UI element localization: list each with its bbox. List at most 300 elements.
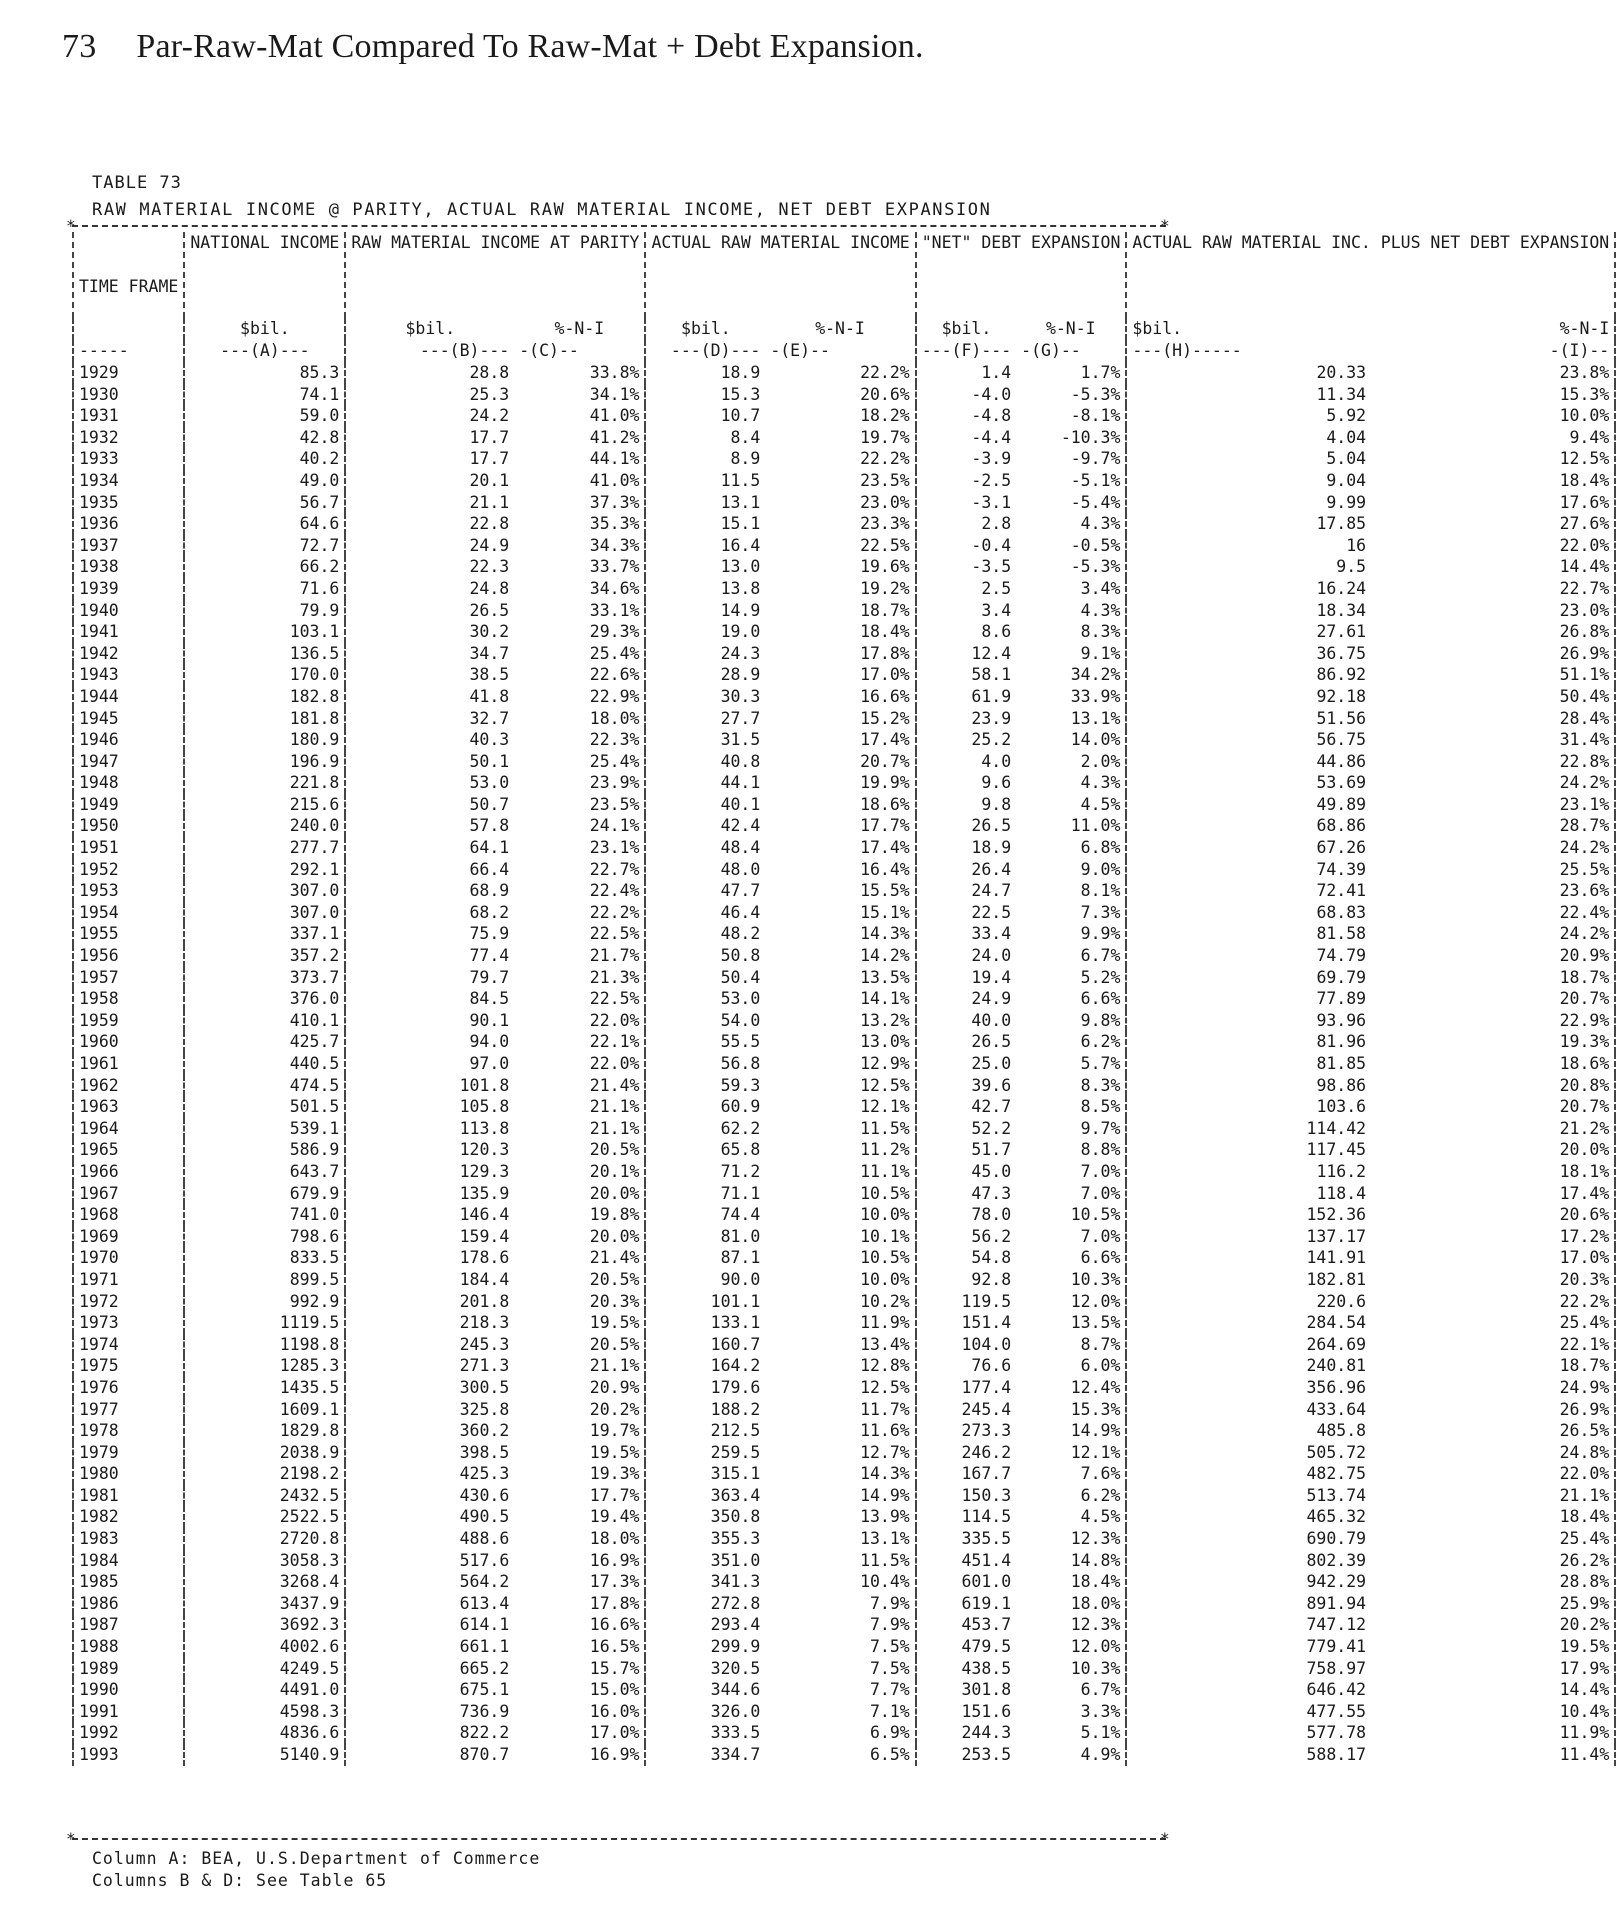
cell-net-debt-pct: 6.0%: [1080, 1356, 1121, 1376]
cell-net-debt-pct: 5.2%: [1080, 967, 1121, 987]
cell-net-debt-pct: 4.3%: [1080, 514, 1121, 534]
cell-parity-pct: 21.4%: [589, 1075, 640, 1095]
cell-net-debt-pct: 4.5%: [1080, 1507, 1121, 1527]
cell-parity-income: 24.2: [345, 405, 514, 427]
cell-actual-plus-debt-pct: 19.3%: [1371, 1031, 1615, 1053]
cell-parity-income: 613.4: [345, 1593, 514, 1615]
cell-actual-pct: 7.7%: [869, 1680, 910, 1700]
cell-parity-pct: 20.3%: [589, 1291, 640, 1311]
table-row: [73, 1636, 1615, 1658]
table-row: [73, 708, 1615, 730]
cell-year: 1942: [73, 643, 184, 665]
table-row: [73, 578, 1615, 600]
cell-year: 1948: [73, 772, 184, 794]
cell-actual-plus-debt: 20.33: [1126, 362, 1371, 384]
cell-parity-pct: 44.1%: [589, 449, 640, 469]
cell-parity-income: 675.1: [345, 1679, 514, 1701]
cell-actual-plus-debt-pct: 23.8%: [1371, 362, 1615, 384]
cell-actual-pct: 7.9%: [869, 1615, 910, 1635]
cell-year: 1960: [73, 1031, 184, 1053]
cell-actual-income: 212.5: [645, 1420, 765, 1442]
cell-actual-pct: 12.5%: [860, 1075, 910, 1095]
cell-year: 1941: [73, 621, 184, 643]
cell-net-debt: 26.5: [916, 1031, 1016, 1053]
table-row: [73, 1550, 1615, 1572]
cell-actual-plus-debt-pct: 9.4%: [1371, 427, 1615, 449]
cell-actual-plus-debt-pct: 20.8%: [1371, 1075, 1615, 1097]
cell-national-income: 103.1: [184, 621, 345, 643]
cell-parity-income: 870.7: [345, 1744, 514, 1766]
cell-parity-income: 430.6: [345, 1485, 514, 1507]
table-header: [73, 232, 1615, 362]
cell-net-debt: 167.7: [916, 1463, 1016, 1485]
cell-actual-plus-debt: 36.75: [1126, 643, 1371, 665]
cell-net-debt: 42.7: [916, 1096, 1016, 1118]
cell-actual-plus-debt-pct: 51.1%: [1371, 664, 1615, 686]
cell-parity-pct: 19.3%: [589, 1464, 640, 1484]
cell-actual-plus-debt-pct: 26.8%: [1371, 621, 1615, 643]
cell-parity-income: 398.5: [345, 1442, 514, 1464]
cell-net-debt: -4.0: [916, 384, 1016, 406]
cell-net-debt-pct: 12.4%: [1070, 1377, 1121, 1397]
cell-actual-plus-debt-pct: 22.2%: [1371, 1291, 1615, 1313]
cell-actual-plus-debt: 53.69: [1126, 772, 1371, 794]
cell-actual-income: 320.5: [645, 1658, 765, 1680]
cell-parity-pct: 15.7%: [589, 1658, 640, 1678]
cell-parity-pct: 18.0%: [589, 1529, 640, 1549]
cell-parity-income: 101.8: [345, 1075, 514, 1097]
cell-national-income: 4491.0: [184, 1679, 345, 1701]
cell-parity-pct: 17.3%: [589, 1572, 640, 1592]
cell-parity-pct: 20.1%: [589, 1161, 640, 1181]
cell-actual-income: 28.9: [645, 664, 765, 686]
cell-net-debt-pct: 12.0%: [1070, 1291, 1121, 1311]
cell-parity-pct: 23.1%: [589, 838, 640, 858]
cell-actual-plus-debt: 433.64: [1126, 1399, 1371, 1421]
table-row: [73, 664, 1615, 686]
cell-national-income: 240.0: [184, 815, 345, 837]
cell-actual-plus-debt-pct: 20.7%: [1371, 988, 1615, 1010]
cell-actual-plus-debt: 98.86: [1126, 1075, 1371, 1097]
cell-actual-plus-debt-pct: 22.4%: [1371, 902, 1615, 924]
cell-net-debt-pct: 6.2%: [1080, 1032, 1121, 1052]
cell-net-debt: 39.6: [916, 1075, 1016, 1097]
cell-actual-pct: 19.2%: [860, 578, 910, 598]
cell-parity-income: 21.1: [345, 492, 514, 514]
cell-actual-income: 90.0: [645, 1269, 765, 1291]
cell-year: 1959: [73, 1010, 184, 1032]
cell-actual-income: 42.4: [645, 815, 765, 837]
cell-parity-income: 22.8: [345, 513, 514, 535]
table-row: [73, 1744, 1615, 1766]
cell-actual-plus-debt: 942.29: [1126, 1571, 1371, 1593]
cell-national-income: 2198.2: [184, 1463, 345, 1485]
cell-parity-pct: 21.7%: [589, 946, 640, 966]
cell-net-debt: 47.3: [916, 1183, 1016, 1205]
cell-actual-plus-debt: 465.32: [1126, 1506, 1371, 1528]
cell-parity-income: 68.9: [345, 880, 514, 902]
table-row: [73, 772, 1615, 794]
cell-net-debt-pct: 12.3%: [1070, 1529, 1121, 1549]
cell-actual-plus-debt: 68.86: [1126, 815, 1371, 837]
cell-year: 1951: [73, 837, 184, 859]
cell-actual-plus-debt: 588.17: [1126, 1744, 1371, 1766]
cell-actual-plus-debt: 758.97: [1126, 1658, 1371, 1680]
cell-actual-plus-debt: 16: [1126, 535, 1371, 557]
cell-national-income: 357.2: [184, 945, 345, 967]
cell-national-income: 2522.5: [184, 1506, 345, 1528]
cell-parity-income: 300.5: [345, 1377, 514, 1399]
cell-actual-plus-debt: 49.89: [1126, 794, 1371, 816]
cell-national-income: 4002.6: [184, 1636, 345, 1658]
cell-net-debt-pct: 12.1%: [1070, 1442, 1121, 1462]
cell-actual-income: 62.2: [645, 1118, 765, 1140]
cell-actual-plus-debt-pct: 14.4%: [1371, 556, 1615, 578]
cell-net-debt: 253.5: [916, 1744, 1016, 1766]
cell-actual-plus-debt: 16.24: [1126, 578, 1371, 600]
cell-actual-plus-debt-pct: 26.5%: [1371, 1420, 1615, 1442]
table-row: [73, 1442, 1615, 1464]
cell-parity-pct: 33.1%: [589, 600, 640, 620]
cell-national-income: 74.1: [184, 384, 345, 406]
cell-parity-pct: 17.0%: [589, 1723, 640, 1743]
header-net-debt: "NET" DEBT EXPANSION: [916, 232, 1127, 318]
cell-actual-income: 259.5: [645, 1442, 765, 1464]
cell-parity-pct: 16.9%: [589, 1745, 640, 1764]
cell-parity-pct: 21.4%: [589, 1248, 640, 1268]
table-row: [73, 1204, 1615, 1226]
cell-parity-pct: 41.2%: [589, 427, 640, 447]
cell-actual-income: 188.2: [645, 1399, 765, 1421]
cell-net-debt: -2.5: [916, 470, 1016, 492]
cell-net-debt-pct: -9.7%: [1070, 449, 1121, 469]
cell-actual-income: 11.5: [645, 470, 765, 492]
cell-national-income: 1285.3: [184, 1355, 345, 1377]
cell-actual-plus-debt-pct: 17.2%: [1371, 1226, 1615, 1248]
cell-parity-pct: 21.3%: [589, 967, 640, 987]
table-row: [73, 1139, 1615, 1161]
cell-national-income: 899.5: [184, 1269, 345, 1291]
table-row: [73, 492, 1615, 514]
cell-parity-income: 38.5: [345, 664, 514, 686]
cell-year: 1944: [73, 686, 184, 708]
cell-actual-plus-debt: 67.26: [1126, 837, 1371, 859]
cell-year: 1967: [73, 1183, 184, 1205]
cell-actual-income: 299.9: [645, 1636, 765, 1658]
cell-national-income: 833.5: [184, 1247, 345, 1269]
corner-star-left-bottom: *: [66, 1829, 76, 1848]
cell-year: 1968: [73, 1204, 184, 1226]
cell-year: 1965: [73, 1139, 184, 1161]
cell-actual-plus-debt-pct: 21.1%: [1371, 1485, 1615, 1507]
cell-actual-plus-debt-pct: 11.9%: [1371, 1722, 1615, 1744]
cell-year: 1955: [73, 923, 184, 945]
header-raw-material-parity: RAW MATERIAL INCOME AT PARITY: [345, 232, 645, 318]
cell-actual-plus-debt-pct: 18.7%: [1371, 1355, 1615, 1377]
cell-actual-plus-debt-pct: 21.2%: [1371, 1118, 1615, 1140]
cell-parity-pct: 21.1%: [589, 1097, 640, 1117]
cell-net-debt-pct: 9.8%: [1080, 1010, 1121, 1030]
table-row: [73, 1010, 1615, 1032]
cell-net-debt: 24.0: [916, 945, 1016, 967]
col-letter-f: ---(F)---: [916, 340, 1016, 362]
cell-actual-pct: 12.9%: [860, 1054, 910, 1073]
cell-actual-income: 363.4: [645, 1485, 765, 1507]
cell-actual-plus-debt-pct: 24.2%: [1371, 837, 1615, 859]
cell-actual-plus-debt: 646.42: [1126, 1679, 1371, 1701]
cell-parity-income: 146.4: [345, 1204, 514, 1226]
cell-actual-plus-debt-pct: 28.4%: [1371, 708, 1615, 730]
cell-national-income: 643.7: [184, 1161, 345, 1183]
cell-net-debt-pct: 5.1%: [1080, 1723, 1121, 1743]
cell-actual-pct: 15.5%: [860, 881, 910, 901]
cell-national-income: 292.1: [184, 859, 345, 881]
cell-actual-pct: 14.9%: [860, 1485, 910, 1505]
cell-actual-pct: 10.5%: [860, 1183, 910, 1203]
table-row: [73, 859, 1615, 881]
cell-year: 1935: [73, 492, 184, 514]
corner-star-left-top: *: [66, 216, 76, 235]
cell-actual-income: 55.5: [645, 1031, 765, 1053]
cell-actual-plus-debt: 284.54: [1126, 1312, 1371, 1334]
cell-actual-plus-debt-pct: 24.9%: [1371, 1377, 1615, 1399]
cell-actual-plus-debt-pct: 18.1%: [1371, 1161, 1615, 1183]
cell-actual-plus-debt: 93.96: [1126, 1010, 1371, 1032]
table-row: [73, 1593, 1615, 1615]
cell-net-debt: -3.9: [916, 448, 1016, 470]
cell-national-income: 170.0: [184, 664, 345, 686]
cell-parity-pct: 34.1%: [589, 384, 640, 404]
cell-actual-pct: 7.5%: [869, 1637, 910, 1657]
cell-net-debt-pct: -8.1%: [1070, 406, 1121, 426]
cell-national-income: 4836.6: [184, 1722, 345, 1744]
cell-parity-pct: 22.2%: [589, 902, 640, 922]
table-row: [73, 1528, 1615, 1550]
cell-year: 1977: [73, 1399, 184, 1421]
cell-actual-pct: 15.1%: [860, 902, 910, 922]
cell-actual-plus-debt: 116.2: [1126, 1161, 1371, 1183]
cell-actual-income: 272.8: [645, 1593, 765, 1615]
cell-net-debt: 151.6: [916, 1701, 1016, 1723]
table-row: [73, 1075, 1615, 1097]
cell-actual-income: 350.8: [645, 1506, 765, 1528]
cell-actual-plus-debt-pct: 25.4%: [1371, 1528, 1615, 1550]
cell-net-debt-pct: -10.3%: [1060, 427, 1121, 447]
cell-parity-income: 178.6: [345, 1247, 514, 1269]
table-row: [73, 1312, 1615, 1334]
cell-year: 1969: [73, 1226, 184, 1248]
cell-national-income: 376.0: [184, 988, 345, 1010]
cell-parity-pct: 34.6%: [589, 578, 640, 598]
cell-national-income: 4249.5: [184, 1658, 345, 1680]
cell-actual-income: 133.1: [645, 1312, 765, 1334]
cell-year: 1988: [73, 1636, 184, 1658]
cell-parity-pct: 19.4%: [589, 1507, 640, 1527]
cell-actual-income: 71.2: [645, 1161, 765, 1183]
cell-actual-plus-debt: 17.85: [1126, 513, 1371, 535]
cell-actual-plus-debt: 141.91: [1126, 1247, 1371, 1269]
cell-actual-pct: 11.5%: [860, 1118, 910, 1138]
cell-parity-pct: 22.7%: [589, 859, 640, 879]
table-row: [73, 1701, 1615, 1723]
cell-year: 1958: [73, 988, 184, 1010]
table-row: [73, 448, 1615, 470]
cell-net-debt: -0.4: [916, 535, 1016, 557]
cell-net-debt-pct: 14.0%: [1070, 730, 1121, 750]
cell-parity-income: 822.2: [345, 1722, 514, 1744]
cell-national-income: 3058.3: [184, 1550, 345, 1572]
cell-net-debt-pct: 7.0%: [1080, 1161, 1121, 1181]
cell-year: 1973: [73, 1312, 184, 1334]
cell-year: 1937: [73, 535, 184, 557]
cell-net-debt-pct: 12.0%: [1070, 1637, 1121, 1657]
cell-actual-plus-debt: 81.58: [1126, 923, 1371, 945]
unit-d: $bil.: [645, 318, 765, 340]
cell-actual-income: 101.1: [645, 1291, 765, 1313]
header-national-income: NATIONAL INCOME: [184, 232, 345, 318]
cell-actual-plus-debt: 482.75: [1126, 1463, 1371, 1485]
cell-actual-pct: 23.0%: [860, 492, 910, 512]
table-row: [73, 1226, 1615, 1248]
cell-parity-pct: 15.0%: [589, 1680, 640, 1700]
cell-actual-plus-debt: 9.5: [1126, 556, 1371, 578]
cell-year: 1963: [73, 1096, 184, 1118]
cell-national-income: 40.2: [184, 448, 345, 470]
cell-net-debt-pct: -5.3%: [1070, 384, 1121, 404]
cell-year: 1983: [73, 1528, 184, 1550]
cell-actual-plus-debt-pct: 11.4%: [1371, 1744, 1615, 1766]
cell-actual-plus-debt-pct: 15.3%: [1371, 384, 1615, 406]
cell-net-debt: 24.7: [916, 880, 1016, 902]
cell-parity-income: 75.9: [345, 923, 514, 945]
cell-parity-pct: 21.1%: [589, 1118, 640, 1138]
cell-parity-pct: 20.5%: [589, 1334, 640, 1354]
cell-actual-income: 50.8: [645, 945, 765, 967]
cell-year: 1978: [73, 1420, 184, 1442]
table-row: [73, 1377, 1615, 1399]
cell-actual-plus-debt: 505.72: [1126, 1442, 1371, 1464]
table-row: [73, 1269, 1615, 1291]
cell-national-income: 1829.8: [184, 1420, 345, 1442]
cell-net-debt-pct: 14.8%: [1070, 1550, 1121, 1570]
cell-actual-pct: 10.0%: [860, 1205, 910, 1225]
cell-net-debt: 51.7: [916, 1139, 1016, 1161]
cell-actual-income: 40.1: [645, 794, 765, 816]
cell-parity-pct: 41.0%: [589, 406, 640, 426]
cell-national-income: 3268.4: [184, 1571, 345, 1593]
cell-parity-income: 113.8: [345, 1118, 514, 1140]
cell-actual-plus-debt: 356.96: [1126, 1377, 1371, 1399]
cell-parity-income: 32.7: [345, 708, 514, 730]
cell-national-income: 474.5: [184, 1075, 345, 1097]
col-letter-d: ---(D)---: [645, 340, 765, 362]
cell-actual-plus-debt-pct: 18.6%: [1371, 1053, 1615, 1075]
cell-actual-pct: 13.0%: [860, 1032, 910, 1052]
cell-actual-pct: 11.6%: [860, 1421, 910, 1441]
cell-parity-pct: 22.3%: [589, 730, 640, 750]
cell-net-debt: 56.2: [916, 1226, 1016, 1248]
cell-net-debt-pct: 8.1%: [1080, 881, 1121, 901]
cell-national-income: 425.7: [184, 1031, 345, 1053]
cell-national-income: 307.0: [184, 902, 345, 924]
cell-year: 1992: [73, 1722, 184, 1744]
cell-national-income: 337.1: [184, 923, 345, 945]
cell-national-income: 72.7: [184, 535, 345, 557]
cell-national-income: 59.0: [184, 405, 345, 427]
cell-net-debt: 9.6: [916, 772, 1016, 794]
cell-actual-income: 30.3: [645, 686, 765, 708]
cell-net-debt-pct: 6.2%: [1080, 1485, 1121, 1505]
cell-actual-plus-debt-pct: 17.9%: [1371, 1658, 1615, 1680]
cell-year: 1970: [73, 1247, 184, 1269]
cell-actual-income: 48.0: [645, 859, 765, 881]
cell-parity-pct: 23.5%: [589, 794, 640, 814]
table-row: [73, 1485, 1615, 1507]
cell-net-debt-pct: 3.4%: [1080, 578, 1121, 598]
table-row: [73, 556, 1615, 578]
cell-net-debt-pct: 9.7%: [1080, 1118, 1121, 1138]
cell-actual-pct: 20.7%: [860, 751, 910, 771]
cell-parity-pct: 37.3%: [589, 492, 640, 512]
cell-actual-income: 19.0: [645, 621, 765, 643]
cell-parity-pct: 20.5%: [589, 1269, 640, 1289]
cell-year: 1971: [73, 1269, 184, 1291]
cell-actual-plus-debt: 137.17: [1126, 1226, 1371, 1248]
cell-parity-income: 22.3: [345, 556, 514, 578]
cell-year: 1957: [73, 967, 184, 989]
cell-net-debt: 151.4: [916, 1312, 1016, 1334]
cell-national-income: 1119.5: [184, 1312, 345, 1334]
table-row: [73, 1463, 1615, 1485]
cell-net-debt-pct: 15.3%: [1070, 1399, 1121, 1419]
cell-actual-plus-debt: 74.79: [1126, 945, 1371, 967]
cell-national-income: 3437.9: [184, 1593, 345, 1615]
cell-year: 1985: [73, 1571, 184, 1593]
table-body: [73, 362, 1615, 1766]
cell-actual-income: 46.4: [645, 902, 765, 924]
cell-actual-income: 31.5: [645, 729, 765, 751]
cell-actual-pct: 13.4%: [860, 1334, 910, 1354]
cell-actual-plus-debt: 56.75: [1126, 729, 1371, 751]
cell-actual-pct: 13.5%: [860, 967, 910, 987]
cell-net-debt: 23.9: [916, 708, 1016, 730]
unit-h: $bil.: [1126, 318, 1371, 340]
table-row: [73, 751, 1615, 773]
cell-actual-income: 16.4: [645, 535, 765, 557]
cell-net-debt-pct: -5.4%: [1070, 492, 1121, 512]
cell-net-debt: 453.7: [916, 1614, 1016, 1636]
cell-parity-income: 490.5: [345, 1506, 514, 1528]
cell-actual-plus-debt-pct: 50.4%: [1371, 686, 1615, 708]
cell-actual-plus-debt: 891.94: [1126, 1593, 1371, 1615]
cell-national-income: 180.9: [184, 729, 345, 751]
cell-actual-pct: 11.1%: [860, 1161, 910, 1181]
cell-net-debt: 438.5: [916, 1658, 1016, 1680]
cell-net-debt-pct: 11.0%: [1070, 816, 1121, 836]
cell-net-debt: 58.1: [916, 664, 1016, 686]
cell-actual-pct: 18.7%: [860, 600, 910, 620]
cell-year: 1933: [73, 448, 184, 470]
table-row: [73, 1399, 1615, 1421]
cell-actual-pct: 20.6%: [860, 384, 910, 404]
cell-parity-pct: 22.5%: [589, 924, 640, 944]
cell-year: 1989: [73, 1658, 184, 1680]
cell-parity-pct: 16.0%: [589, 1701, 640, 1721]
table-row: [73, 1161, 1615, 1183]
table-row: [73, 1053, 1615, 1075]
unit-e: %-N-I: [815, 319, 865, 339]
cell-national-income: 410.1: [184, 1010, 345, 1032]
